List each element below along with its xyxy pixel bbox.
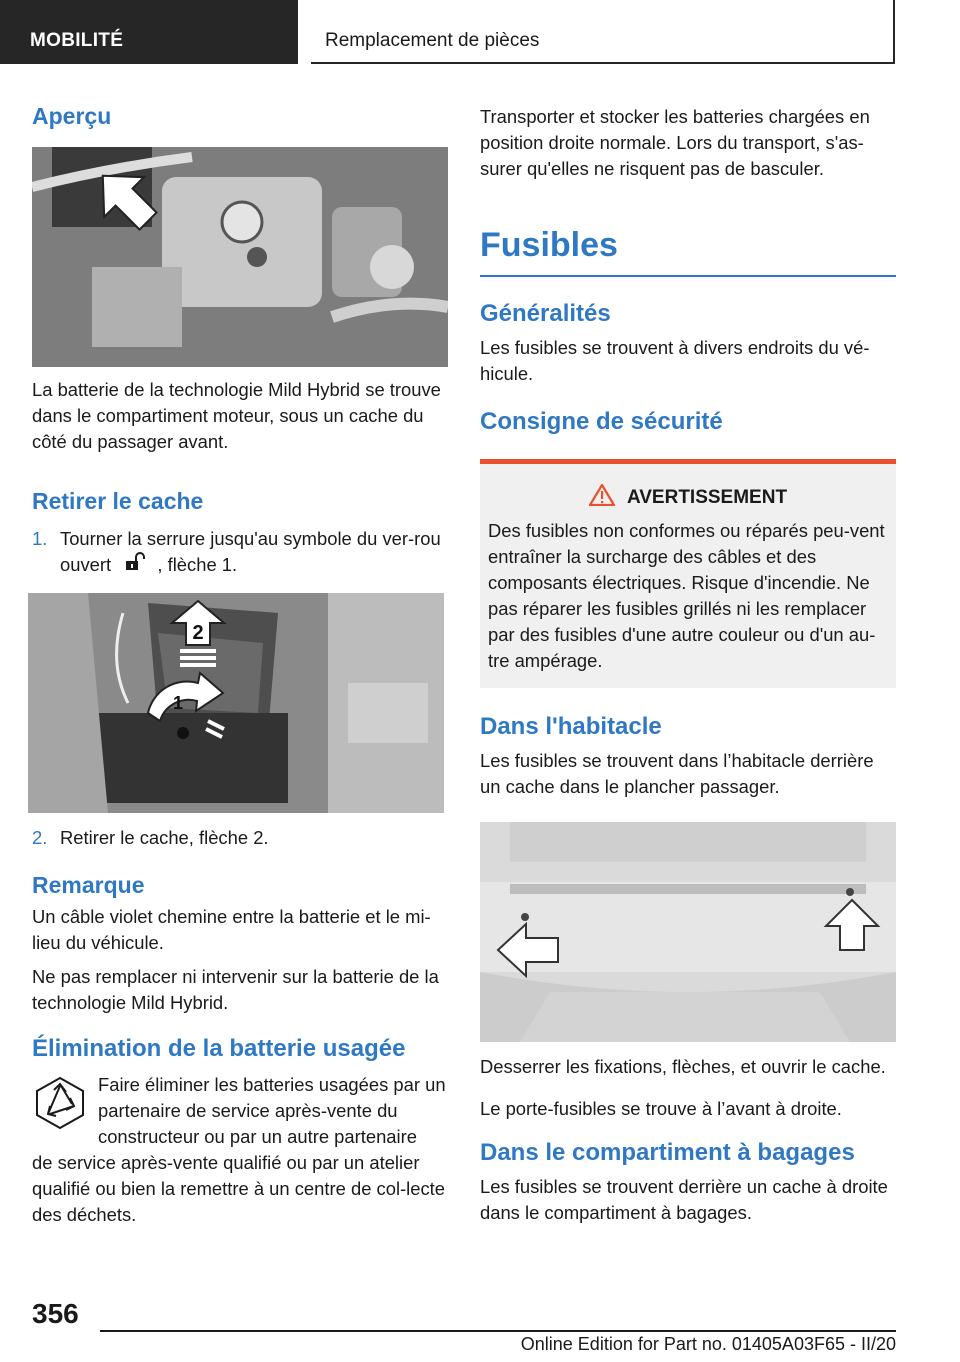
warning-text: Des fusibles non conformes ou réparés peu‐vent entraîner la surcharge des câbles et des composants électriques. Risque d'incendie. Ne pas réparer les fusibles grillés ni les remplacer par des fusibles d'une autre couleur ou d'un au‐tre ampérage. [488,520,885,671]
elimination-heading: Élimination de la batterie usagée [32,1034,406,1062]
remarque-heading: Remarque [32,872,145,899]
header-section-label: MOBILITÉ [30,30,124,51]
footer-rule [100,1330,896,1332]
step-2-text: Retirer le cache, flèche 2. [60,827,269,849]
step-2-number: 2. [32,827,48,849]
footer-edition: Online Edition for Part no. 01405A03F65 - II/20 [520,1334,896,1354]
warning-box [480,459,896,688]
step-2 [32,825,448,851]
unlock-icon [124,552,146,579]
bagages-paragraph: Les fusibles se trouvent derrière un cache à droite dans le compartiment à bagages. [480,1176,888,1223]
passenger-floor-photo [480,822,896,1042]
step-1-text: Tourner la serrure jusqu'au symbole du ver‐rou ouvert [60,527,441,575]
arrow-1-label: 1 [172,693,184,714]
arrow-2-label: 2 [192,622,204,645]
remarque-paragraph-1: Un câble violet chemine entre la batterie et le mi‐lieu du véhicule. [32,905,431,953]
elimination-paragraph-a: Faire éliminer les batteries usagées par un partenaire de service après-vente du constructeur ou par un autre partenaire [98,1073,446,1147]
header-chapter-tab [311,0,895,64]
habitacle-heading: Dans l'habitacle [480,713,662,740]
warning-triangle-icon [589,484,615,512]
retirer-heading: Retirer le cache [32,487,204,514]
habitacle-paragraph: Les fusibles se trouvent dans l’habitacle derrière un cache dans le plancher passager. [480,750,874,797]
left-column [32,98,448,1228]
remarque-paragraph-2: Ne pas remplacer ni intervenir sur la batterie de la technologie Mild Hybrid. [32,965,439,1013]
header-chapter-label: Remplacement de pièces [325,30,540,51]
header-section-tab [0,0,298,64]
step-1-text-end: , flèche 1. [157,553,238,575]
fusibles-heading: Fusibles [480,226,618,264]
bagages-heading: Dans le compartiment à bagages [480,1139,855,1166]
desserrer-paragraph: Desserrer les fixations, flèches, et ouvrir le cache. [480,1056,886,1077]
step-1 [32,526,448,580]
step-1-number: 1. [32,527,48,549]
elimination-block [32,1072,448,1228]
step-list [32,526,448,580]
battery-cover-photo [28,593,444,813]
porte-fusibles-paragraph: Le porte-fusibles se trouve à l’avant à droite. [480,1098,842,1119]
generalites-heading: Généralités [480,300,611,327]
engine-bay-photo [32,147,448,367]
right-column [480,98,896,1226]
elimination-paragraph-b: de service après-vente qualifié ou par un atelier qualifié ou bien la remettre à un centre de col‐lecte des déchets. [32,1151,446,1225]
page-number: 356 [32,1298,79,1329]
apercu-paragraph: La batterie de la technologie Mild Hybrid se trouve dans le compartiment moteur, sous un cache du côté du passager avant. [32,378,441,452]
warning-title: AVERTISSEMENT [626,487,788,508]
fusibles-rule [480,275,896,277]
recycle-icon [32,1074,88,1130]
consigne-heading: Consigne de sécurité [480,408,723,435]
transport-paragraph: Transporter et stocker les batteries chargées en position droite normale. Lors du transport, s'as‐surer qu'elles ne risquent pas de basculer. [480,106,870,179]
generalites-paragraph: Les fusibles se trouvent à divers endroits du vé‐hicule. [480,337,870,384]
apercu-heading: Aperçu [32,103,112,129]
